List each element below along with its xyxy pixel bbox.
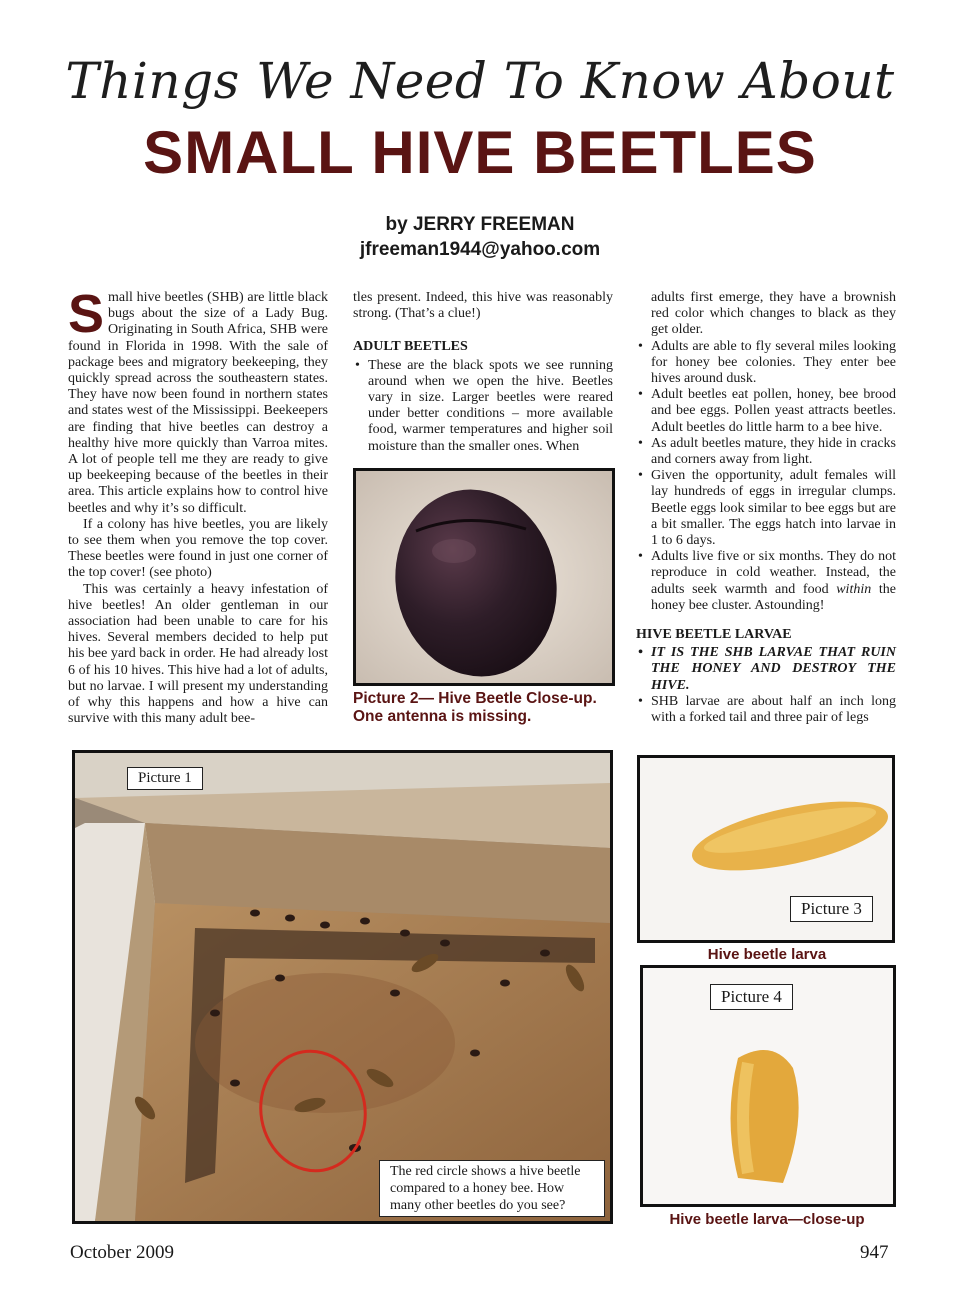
column-3 [636,290,896,726]
picture-1-label: Picture 1 [127,767,203,790]
list-item: • As adult beetles mature, they hide in cracks and corners away from light. [636,436,896,468]
picture-1-caption: The red circle shows a hive beetle compared to a honey bee. How many other beetles do you see? [379,1160,605,1217]
column-2 [353,290,613,455]
picture-1-photo [72,750,613,1224]
main-title: SMALL HIVE BEETLES [143,119,817,186]
larvae-heading: HIVE BEETLE LARVAE [636,627,792,643]
beetle-image [356,471,612,683]
picture-2-caption: Picture 2— Hive Beetle Close-up. One antenna is missing. [353,690,597,725]
picture-4-label: Picture 4 [710,984,793,1010]
list-item: • Given the opportunity, adult females will lay hundreds of eggs in irregular clumps. Beetle eggs look similar to bee eggs but are a bit smaller. The eggs hatch into larvae in 1 to 6 days. [636,468,896,549]
byline-block [0,212,960,262]
paragraph-continued: tles present. Indeed, this hive was reasonably strong. (That’s a clue!) [353,290,613,322]
picture-3-label: Picture 3 [790,896,873,922]
adult-facts-list [636,339,896,614]
list-item-text: Adults live five or six months. They do not reproduce in cold weather. Instead, the adults seek warmth and food [651,549,896,597]
picture-4-caption: Hive beetle larva—close-up [669,1211,865,1228]
page-number: 947 [860,1242,889,1263]
picture-2-photo [353,468,615,686]
author-email: jfreeman1944@yahoo.com [359,239,601,260]
picture-3-caption: Hive beetle larva [707,946,827,963]
paragraph-3: This was certainly a heavy infestation of hive beetles! An older gentleman in our association had been unable to care for his hives. Several members decided to help put his bee yard back in order. He had already lost 6 of his 10 hives. This hive had a lot of adults, but no larvae. I will present my understanding of why this happens and how a hive can survive with this many adult bee- [68,581,328,727]
adult-beetles-list [353,358,613,455]
footer-date: October 2009 [70,1242,174,1263]
larvae-list [636,645,896,726]
list-item [636,549,896,614]
hive-top-cover-image [75,753,610,1221]
script-title: Things We Need To Know About [65,52,895,110]
emphasis: within [836,581,872,597]
drop-cap: S [68,284,105,344]
list-item: • IT IS THE SHB LARVAE THAT RUIN THE HONEY AND DESTROY THE HIVE. [636,645,896,694]
paragraph-continued: adults first emerge, they have a brownish red color which changes to black as they get older. [651,290,896,338]
adult-beetles-heading: ADULT BEETLES [353,339,468,355]
column-1 [68,284,328,727]
list-item: • These are the black spots we see running around when we open the hive. Beetles vary in size. Larger beetles were reared under better conditions – more available food, warmer temperatures and higher soil moisture than the smaller ones. When [353,358,613,455]
paragraph-2: If a colony has hive beetles, you are likely to see them when you remove the top cover. These beetles were found in just one corner of the top cover! (see photo) [68,516,328,581]
intro-paragraph: mall hive beetles (SHB) are little black bugs about the size of a Lady Bug. Originating in South Africa, SHB were found in Florida in 1998. With the sale of package bees and migratory beekeeping, they quickly spread across the southeastern states. They have now been found in northern states and states west of the Mississippi. Beekeepers are finding that hive beetles can destroy a healthy hive more quickly than Varroa mites. A lot of people tell me they are ready to give up beekeeping because of the beetles in their area. This article explains how to control hive beetles and why it’s so difficult. [68,290,328,516]
list-item: • Adult beetles eat pollen, honey, bee brood and bee eggs. Pollen yeast attracts beetles. Adult beetles do little harm to a bee hive. [636,387,896,436]
list-item: • SHB larvae are about half an inch long with a forked tail and three pair of legs [636,694,896,726]
list-item: • Adults are able to fly several miles looking for honey bee colonies. They enter bee hives around dusk. [636,339,896,388]
list-item-text: the honey bee cluster. Astounding! [651,581,896,613]
author-byline: by JERRY FREEMAN [385,214,575,235]
